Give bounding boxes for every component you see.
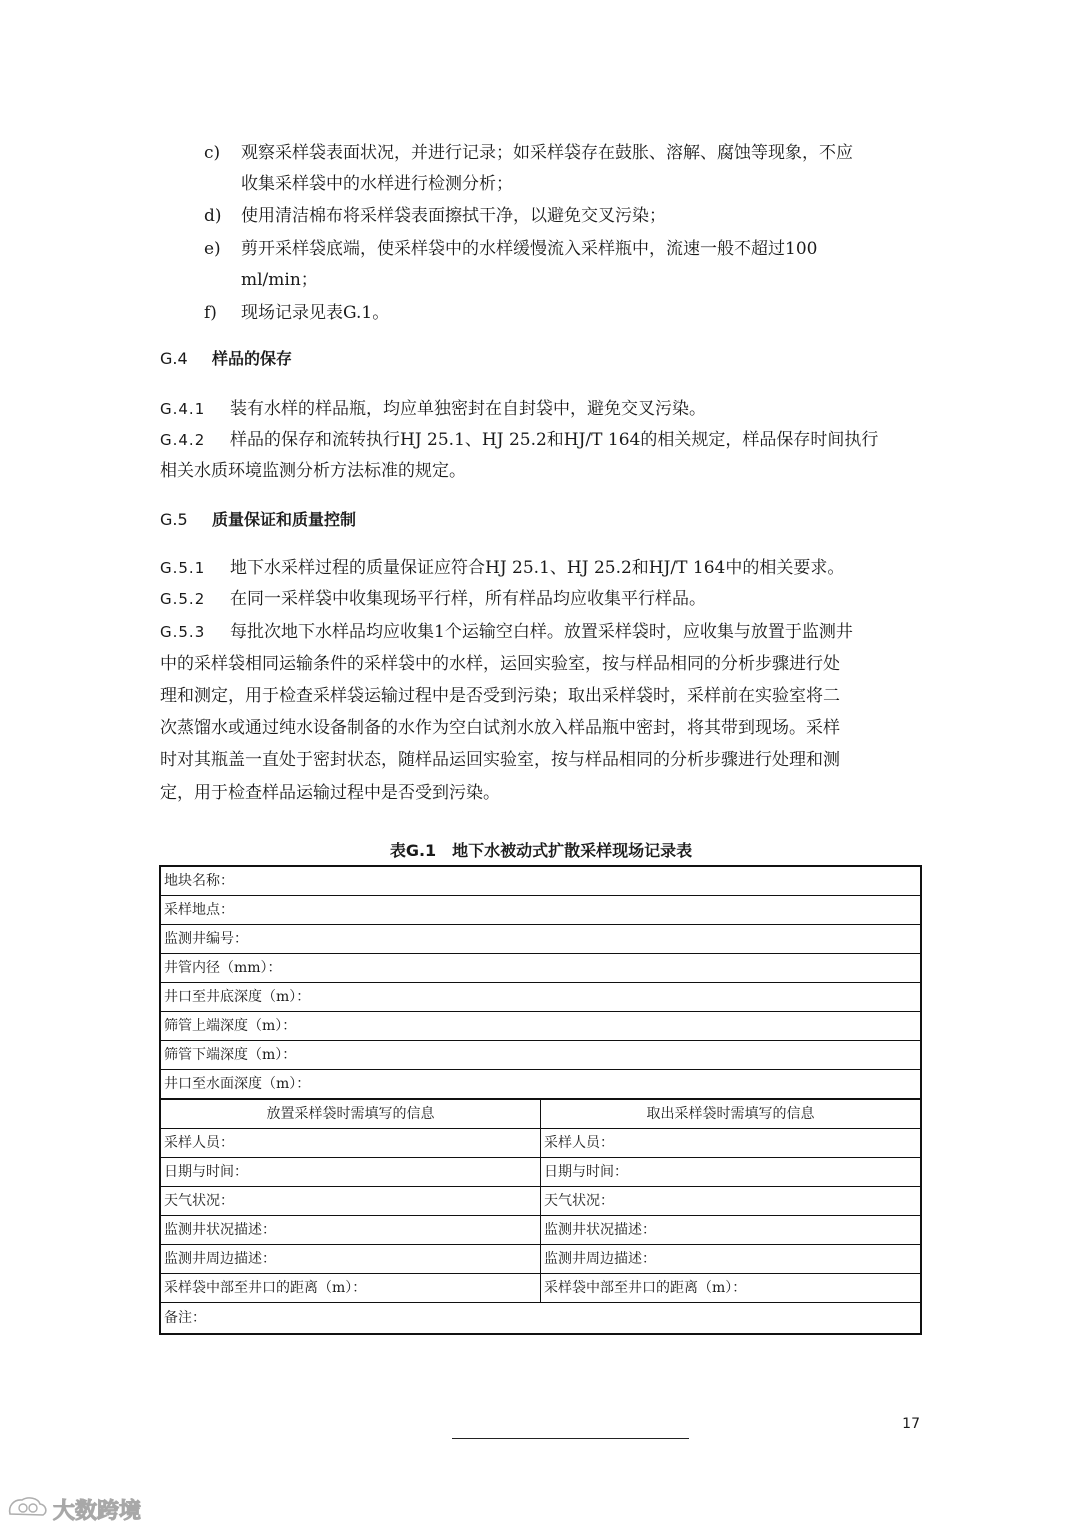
section-title: 样品的保存 xyxy=(212,349,293,368)
table-row xyxy=(160,1041,921,1070)
table-row xyxy=(160,866,921,896)
clause-number: G.5.3 xyxy=(160,623,206,641)
table-row xyxy=(160,954,921,983)
clause-continuation: 相关水质环境监测分析方法标准的规定。 xyxy=(160,461,466,481)
table-cell: 采样袋中部至井口的距离（m）： xyxy=(160,1274,541,1303)
table-cell: 监测井状况描述： xyxy=(160,1216,541,1245)
table-cell: 井口至水面深度（m）： xyxy=(160,1070,921,1100)
watermark xyxy=(6,1494,141,1524)
table-cell: 井管内径（mm）： xyxy=(160,954,921,983)
clause-continuation: 时对其瓶盖一直处于密封状态，随样品运回实验室，按与样品相同的分析步骤进行处理和测 xyxy=(160,750,840,770)
column-header-retrieval: 取出采样袋时需填写的信息 xyxy=(541,1099,922,1129)
list-item-label: e) xyxy=(204,239,221,259)
table-row xyxy=(160,1216,921,1245)
table-cell: 日期与时间： xyxy=(541,1158,922,1187)
watermark-text: 大数跨境 xyxy=(53,1498,142,1524)
clause-text: 样品的保存和流转执行HJ 25.1、HJ 25.2和HJ/T 164的相关规定，样品保存时间执行 xyxy=(230,430,879,450)
table-cell: 采样人员： xyxy=(160,1129,541,1158)
list-item-label: d) xyxy=(204,206,222,226)
section-number: G.4 xyxy=(160,349,188,368)
clause-continuation: 定，用于检查样品运输过程中是否受到污染。 xyxy=(160,783,500,803)
list-item-text: 观察采样袋表面状况，并进行记录；如采样袋存在鼓胀、溶解、腐蚀等现象，不应 xyxy=(241,143,853,163)
list-item-continuation: 收集采样袋中的水样进行检测分析； xyxy=(241,174,513,194)
clause xyxy=(160,620,853,644)
clause xyxy=(160,556,844,580)
page-number: 17 xyxy=(902,1416,920,1432)
list-item-label: f) xyxy=(204,303,217,323)
table-cell: 日期与时间： xyxy=(160,1158,541,1187)
list-item-text: 使用清洁棉布将采样袋表面擦拭干净，以避免交叉污染； xyxy=(241,206,666,226)
table-row xyxy=(160,925,921,954)
clause-number: G.5.1 xyxy=(160,559,206,577)
table-cell: 监测井状况描述： xyxy=(541,1216,922,1245)
clause-number: G.5.2 xyxy=(160,590,206,608)
clause-text: 地下水采样过程的质量保证应符合HJ 25.1、HJ 25.2和HJ/T 164中的相关要求。 xyxy=(230,558,845,578)
table-title: 表G.1 地下水被动式扩散采样现场记录表 xyxy=(389,841,693,860)
list-item-text: 现场记录见表G.1。 xyxy=(241,303,390,323)
clause xyxy=(160,397,706,421)
table-row xyxy=(160,1129,921,1158)
table-cell: 地块名称： xyxy=(160,866,921,896)
table-row xyxy=(160,1158,921,1187)
table-row xyxy=(160,1070,921,1100)
table-row xyxy=(160,896,921,925)
table-row xyxy=(160,1245,921,1274)
table-cell: 采样人员： xyxy=(541,1129,922,1158)
section-title: 质量保证和质量控制 xyxy=(212,510,357,529)
section-number: G.5 xyxy=(160,510,188,529)
list-item xyxy=(204,141,853,165)
clause-text: 装有水样的样品瓶，均应单独密封在自封袋中，避免交叉污染。 xyxy=(230,399,706,419)
field-record-table xyxy=(159,865,922,1335)
table-cell: 采样袋中部至井口的距离（m）： xyxy=(541,1274,922,1303)
clause xyxy=(160,428,878,452)
clause-continuation: 次蒸馏水或通过纯水设备制备的水作为空白试剂水放入样品瓶中密封，将其带到现场。采样 xyxy=(160,718,840,738)
list-item-label: c) xyxy=(204,143,221,163)
section-heading xyxy=(160,348,292,370)
list-item-continuation: ml/min； xyxy=(241,270,318,290)
table-row xyxy=(160,1187,921,1216)
clause-continuation: 理和测定，用于检查采样袋运输过程中是否受到污染；取出采样袋时，采样前在实验室将二 xyxy=(160,686,840,706)
table-cell: 采样地点： xyxy=(160,896,921,925)
table-column-header-row xyxy=(160,1099,921,1129)
list-item xyxy=(204,301,389,325)
table-cell: 天气状况： xyxy=(541,1187,922,1216)
footer-rule xyxy=(452,1438,689,1439)
column-header-placement: 放置采样袋时需填写的信息 xyxy=(160,1099,541,1129)
clause-number: G.4.2 xyxy=(160,431,206,449)
clause-continuation: 中的采样袋相同运输条件的采样袋中的水样，运回实验室，按与样品相同的分析步骤进行处 xyxy=(160,654,840,674)
clause-number: G.4.1 xyxy=(160,400,206,418)
list-item xyxy=(204,237,817,261)
table-cell: 监测井周边描述： xyxy=(541,1245,922,1274)
list-item xyxy=(204,204,666,228)
table-row xyxy=(160,983,921,1012)
table-row xyxy=(160,1012,921,1041)
clause xyxy=(160,587,706,611)
table-cell: 筛管上端深度（m）： xyxy=(160,1012,921,1041)
clause-text: 在同一采样袋中收集现场平行样，所有样品均应收集平行样品。 xyxy=(230,589,706,609)
watermark-logo-icon xyxy=(6,1494,50,1524)
table-cell: 监测井编号： xyxy=(160,925,921,954)
table-cell: 监测井周边描述： xyxy=(160,1245,541,1274)
table-row xyxy=(160,1274,921,1303)
list-item-text: 剪开采样袋底端，使采样袋中的水样缓慢流入采样瓶中，流速一般不超过100 xyxy=(241,239,818,259)
table-row xyxy=(160,1303,921,1335)
section-heading xyxy=(160,509,356,531)
remarks-cell: 备注： xyxy=(160,1303,921,1335)
table-cell: 筛管下端深度（m）： xyxy=(160,1041,921,1070)
clause-text: 每批次地下水样品均应收集1个运输空白样。放置采样袋时，应收集与放置于监测井 xyxy=(230,622,853,642)
table-cell: 井口至井底深度（m）： xyxy=(160,983,921,1012)
table-cell: 天气状况： xyxy=(160,1187,541,1216)
